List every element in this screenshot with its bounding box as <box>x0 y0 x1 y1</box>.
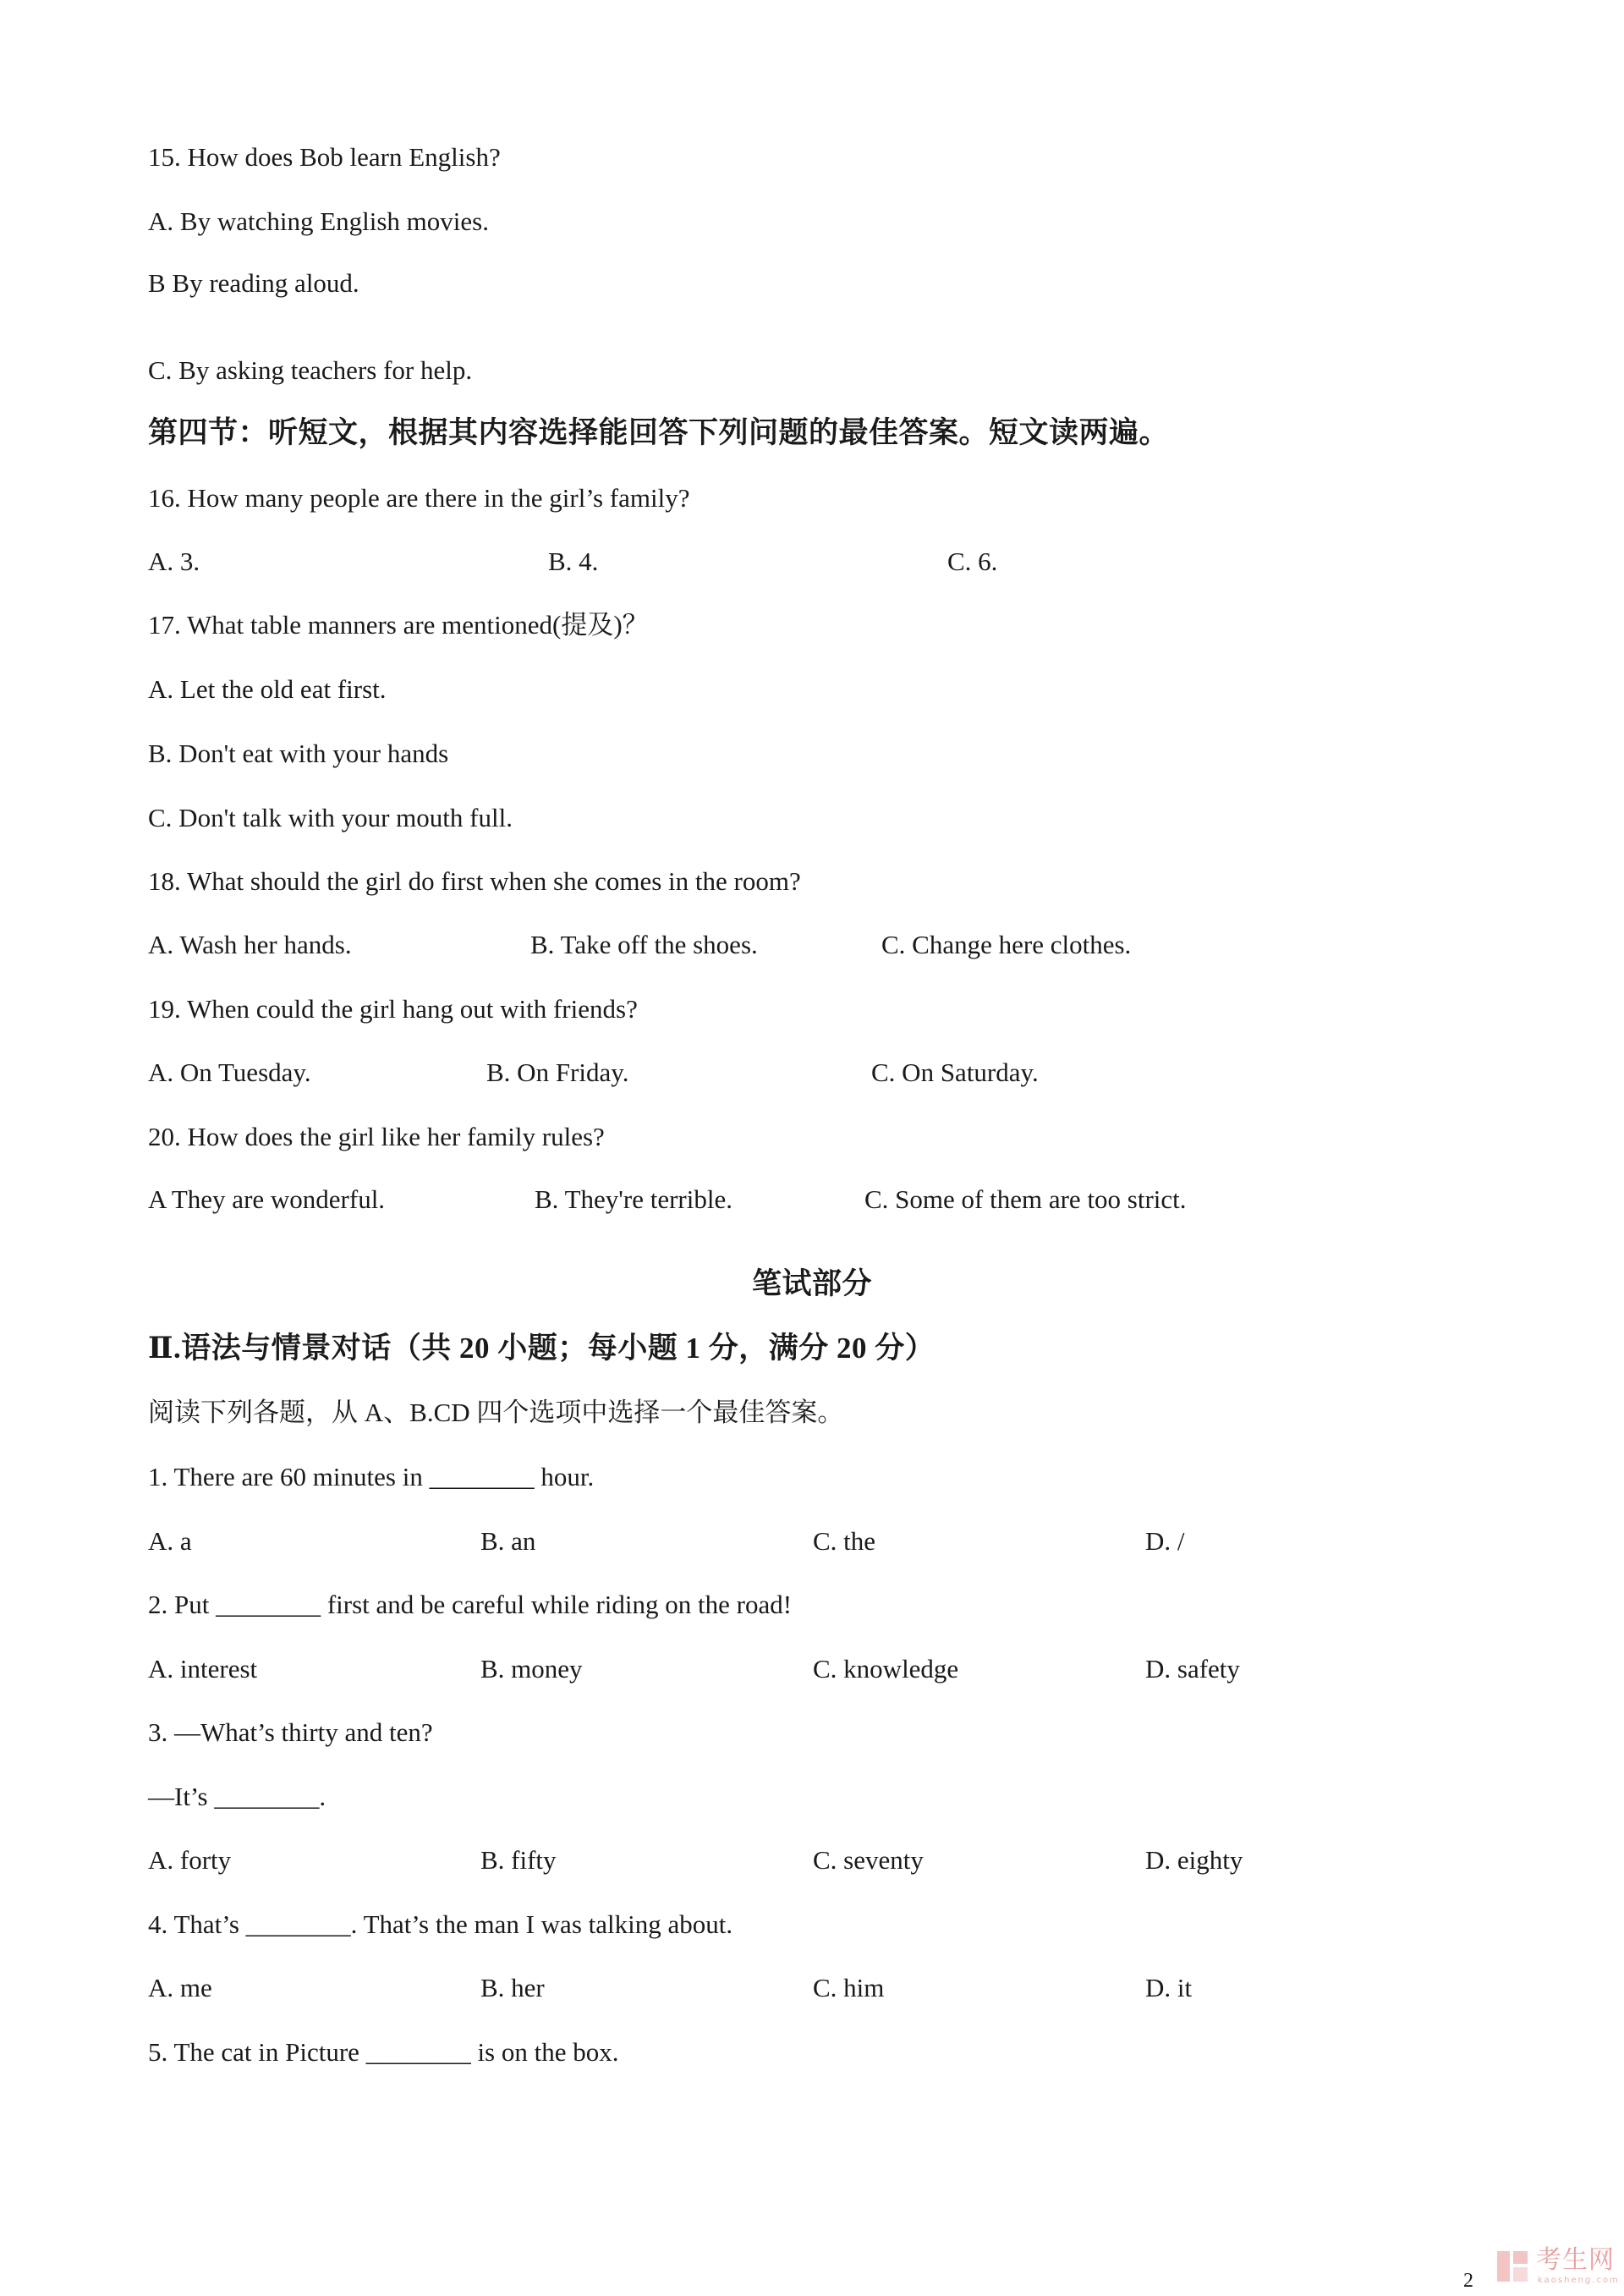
q20-option-c: C. Some of them are too strict. <box>864 1184 1187 1214</box>
g3-reply: —It’s ________. <box>148 1782 326 1811</box>
g3-option-a: A. forty <box>148 1845 232 1875</box>
page-number: 2 <box>1463 2270 1473 2292</box>
g1-option-c: C. the <box>813 1526 876 1556</box>
g2-option-d: D. safety <box>1145 1654 1240 1684</box>
q20-option-a: A They are wonderful. <box>148 1184 386 1214</box>
part2-instruction: 阅读下列各题，从 A、B.CD 四个选项中选择一个最佳答案。 <box>148 1398 844 1427</box>
q19-option-a: A. On Tuesday. <box>148 1057 311 1087</box>
g2-option-a: A. interest <box>148 1654 258 1684</box>
watermark-subtext: kaosheng.com <box>1538 2276 1620 2285</box>
q18-option-a: A. Wash her hands. <box>148 930 352 959</box>
g4-option-c: C. him <box>813 1973 885 2002</box>
q18-stem: 18. What should the girl do first when she comes in the room? <box>148 866 801 896</box>
q16-option-a: A. 3. <box>148 547 200 576</box>
part2-heading: Ⅱ.语法与情景对话（共 20 小题；每小题 1 分，满分 20 分） <box>148 1332 935 1365</box>
g4-option-b: B. her <box>480 1973 545 2002</box>
watermark-icon <box>1495 2249 1529 2283</box>
q16-option-b: B. 4. <box>548 547 599 576</box>
g1-option-b: B. an <box>480 1526 536 1556</box>
q17-option-b: B. Don't eat with your hands <box>148 739 449 768</box>
q15-stem: 15. How does Bob learn English? <box>148 142 501 172</box>
q16-stem: 16. How many people are there in the girl’s family? <box>148 483 690 513</box>
q15-option-b: B By reading aloud. <box>148 268 359 298</box>
g4-stem: 4. That’s ________. That’s the man I was talking about. <box>148 1909 733 1939</box>
q20-option-b: B. They're terrible. <box>535 1184 732 1214</box>
q15-option-a: A. By watching English movies. <box>148 206 489 236</box>
q17-stem: 17. What table manners are mentioned(提及)？ <box>148 610 649 640</box>
q16-option-c: C. 6. <box>947 547 998 576</box>
written-part-title: 笔试部分 <box>751 1267 872 1300</box>
g1-option-a: A. a <box>148 1526 192 1556</box>
q18-option-b: B. Take off the shoes. <box>530 930 758 959</box>
g1-stem: 1. There are 60 minutes in ________ hour. <box>148 1462 595 1491</box>
watermark-text: 考生网 <box>1536 2245 1615 2275</box>
section4-heading: 第四节：听短文，根据其内容选择能回答下列问题的最佳答案。短文读两遍。 <box>148 416 1170 449</box>
g2-stem: 2. Put ________ first and be careful while riding on the road! <box>148 1590 793 1619</box>
q17-option-a: A. Let the old eat first. <box>148 674 387 704</box>
g4-option-d: D. it <box>1145 1973 1193 2002</box>
q17-option-c: C. Don't talk with your mouth full. <box>148 803 513 832</box>
watermark-logo <box>1495 2246 1622 2288</box>
g3-option-c: C. seventy <box>813 1845 924 1875</box>
q18-option-c: C. Change here clothes. <box>881 930 1132 959</box>
q19-stem: 19. When could the girl hang out with friends? <box>148 994 638 1024</box>
g1-option-d: D. / <box>1145 1526 1185 1556</box>
q15-option-c: C. By asking teachers for help. <box>148 355 473 385</box>
g3-option-d: D. eighty <box>1145 1845 1243 1875</box>
q19-option-c: C. On Saturday. <box>871 1057 1039 1087</box>
g3-stem: 3. —What’s thirty and ten? <box>148 1717 433 1747</box>
g4-option-a: A. me <box>148 1973 212 2002</box>
g2-option-b: B. money <box>480 1654 583 1684</box>
q19-option-b: B. On Friday. <box>486 1057 629 1087</box>
g2-option-c: C. knowledge <box>813 1654 959 1684</box>
g5-stem: 5. The cat in Picture ________ is on the box. <box>148 2037 619 2067</box>
g3-option-b: B. fifty <box>480 1845 557 1875</box>
q20-stem: 20. How does the girl like her family rules? <box>148 1122 605 1151</box>
